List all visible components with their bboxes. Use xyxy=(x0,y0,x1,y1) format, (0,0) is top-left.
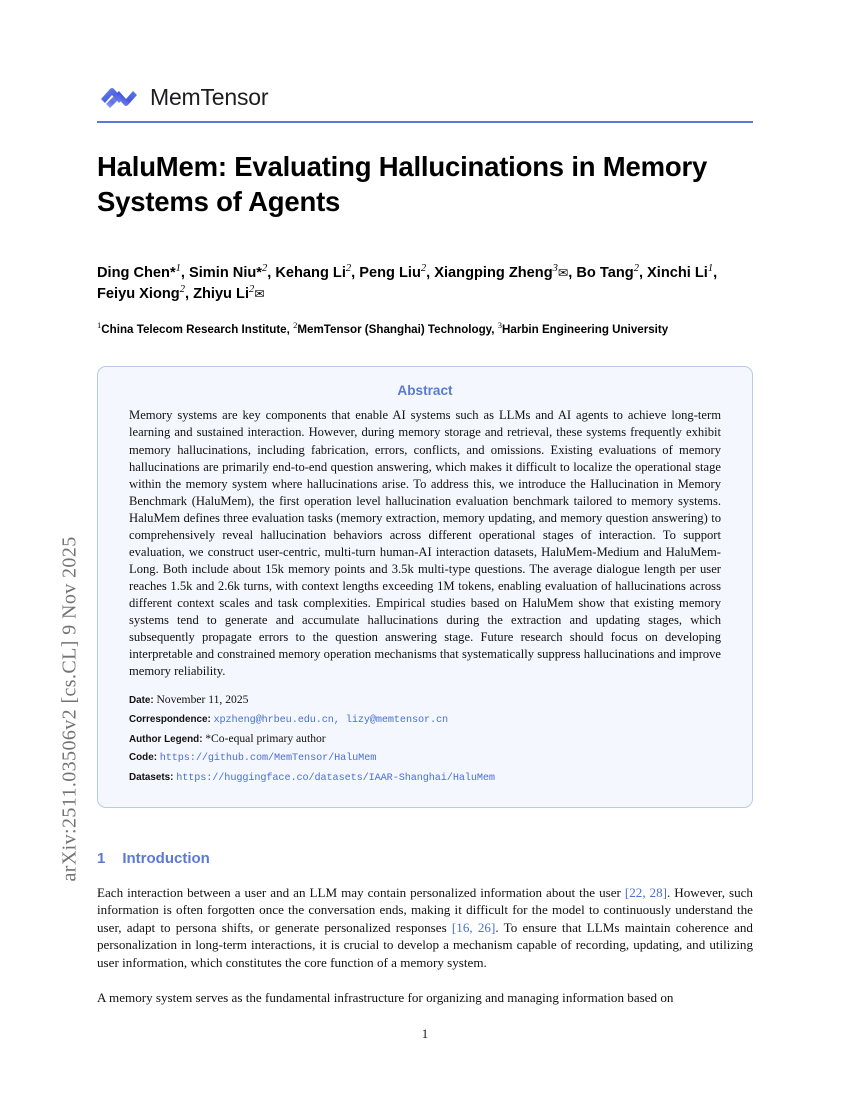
header-divider xyxy=(97,121,753,123)
intro-p1-text-c: . To ensure that LLMs maintain coherence and personalization in long-term interactions, it is crucial to develop a mechanism capable of recording, updating, and utilizing user information, which constitutes the core function of a memory system. xyxy=(97,919,753,970)
author-name: Xiangping Zheng xyxy=(434,264,553,281)
affiliation-name: China Telecom Research Institute, xyxy=(101,323,294,337)
author-separator: , xyxy=(426,264,435,281)
author-separator: , xyxy=(351,264,360,281)
metadata-list xyxy=(129,691,721,787)
section-title: Introduction xyxy=(122,849,210,867)
intro-p1-text-b: . However, such information is often forgotten once the conversation ends, making it difficult for the model to continuously understand the user, adapt to persona shifts, or generate personalized responses xyxy=(97,884,753,935)
affiliation-marker: 2 xyxy=(293,320,298,331)
author-affiliation-marker: 1 xyxy=(707,263,714,275)
author-separator: , xyxy=(267,264,276,281)
affiliation-marker: 1 xyxy=(97,320,102,331)
page-number: 1 xyxy=(421,1027,429,1041)
metadata-link[interactable]: https://huggingface.co/datasets/IAAR-Shanghai/HaluMem xyxy=(176,773,495,784)
metadata-row xyxy=(129,768,721,788)
author-separator: , xyxy=(568,264,577,281)
abstract-heading: Abstract xyxy=(397,383,453,399)
metadata-label: Author Legend: xyxy=(129,733,206,745)
intro-p1-text-a: Each interaction between a user and an LLM may contain personalized information about the user xyxy=(97,884,625,900)
metadata-row xyxy=(129,691,721,710)
envelope-icon[interactable]: ✉ xyxy=(557,265,569,280)
affiliation-marker: 3 xyxy=(497,320,502,331)
intro-paragraph-1 xyxy=(97,884,753,972)
author-name: Kehang Li xyxy=(275,264,346,281)
metadata-label: Correspondence: xyxy=(129,714,214,726)
memtensor-chevron-logo-icon xyxy=(97,82,141,112)
intro-paragraph-2: A memory system serves as the fundamental infrastructure for organizing and managing information based on xyxy=(97,989,674,1005)
metadata-link[interactable]: https://github.com/MemTensor/HaluMem xyxy=(159,753,377,765)
metadata-label: Datasets: xyxy=(129,772,177,783)
author-affiliation-marker: 2 xyxy=(249,284,255,296)
envelope-icon[interactable]: ✉ xyxy=(254,287,265,302)
affiliation-name: Harbin Engineering University xyxy=(502,323,669,337)
metadata-row xyxy=(129,748,721,768)
author-affiliation-marker: 2 xyxy=(262,263,268,275)
author-separator: , xyxy=(180,264,190,281)
metadata-row xyxy=(129,730,721,749)
author-separator: , xyxy=(638,264,648,281)
arxiv-stamp xyxy=(0,0,80,1100)
author-separator: , xyxy=(713,264,718,281)
author-affiliation-marker: 2 xyxy=(345,263,352,275)
author-name: Bo Tang xyxy=(576,264,634,281)
metadata-link[interactable]: xpzheng@hrbeu.edu.cn, lizy@memtensor.cn xyxy=(213,715,449,727)
author-affiliation-marker: 2 xyxy=(633,263,639,275)
section-heading-introduction xyxy=(97,850,753,867)
citation-ref-22-28[interactable]: [22, 28] xyxy=(624,884,668,900)
metadata-value: *Co-equal primary author xyxy=(205,731,326,745)
metadata-row xyxy=(129,710,721,730)
arxiv-identifier: arXiv:2511.03506v2 [cs.CL] 9 Nov 2025 xyxy=(58,536,81,882)
paper-page xyxy=(97,0,753,1100)
author-affiliation-marker: 1 xyxy=(175,263,181,275)
author-affiliation-marker: 3 xyxy=(552,263,558,275)
brand-header xyxy=(97,0,753,112)
citation-ref-16-26[interactable]: [16, 26] xyxy=(451,919,496,935)
abstract-box xyxy=(97,366,753,807)
page-title: HaluMem: Evaluating Hallucinations in Memory Systems of Agents xyxy=(97,150,708,217)
metadata-label: Date: xyxy=(129,695,157,707)
section-number: 1 xyxy=(97,849,106,867)
author-list xyxy=(97,263,753,305)
brand-name: MemTensor xyxy=(150,83,269,110)
abstract-text: Memory systems are key components that enable AI systems such as LLMs and AI agents to achieve long-term learning and sustained interaction. However, during memory storage and retrieval, these systems frequently exhibit memory hallucinations, including fabrication, errors, conflicts, and omissions. Existing evaluations of memory hallucinations are primarily end-to-end question answering, which makes it difficult to localize the operational stage within the memory system where hallucinations arise. To address this, we introduce the Hallucination in Memory Benchmark (HaluMem), the first operation level hallucination evaluation benchmark tailored to memory systems. HaluMem defines three evaluation tasks (memory extraction, memory updating, and memory question answering) to comprehensively reveal hallucination behaviors across different operational stages of interaction. To support evaluation, we construct user-centric, multi-turn human-AI interaction datasets, HaluMem-Medium and HaluMem-Long. Both include about 15k memory points and 3.5k multi-type questions. The average dialogue length per user reaches 1.5k and 2.6k turns, with context lengths exceeding 1M tokens, enabling evaluation of hallucinations across different context scales and task complexities. Empirical studies based on HaluMem show that existing memory systems tend to generate and accumulate hallucinations during the extraction and updating stages, which subsequently propagate errors to the question answering stage. Future research should focus on developing interpretable and constrained memory operation mechanisms that systematically suppress hallucinations and improve memory reliability. xyxy=(129,408,721,679)
author-affiliation-marker: 2 xyxy=(420,263,427,275)
author-name: Peng Liu xyxy=(359,264,421,281)
affiliation-name: MemTensor (Shanghai) Technology, xyxy=(297,323,498,337)
affiliation-list xyxy=(97,322,753,338)
author-affiliation-marker: 2 xyxy=(179,284,185,296)
author-name: Feiyu Xiong xyxy=(97,286,180,303)
author-name: Simin Niu* xyxy=(189,264,262,281)
author-name: Ding Chen* xyxy=(97,264,176,281)
author-separator: , xyxy=(184,286,194,303)
author-name: Zhiyu Li xyxy=(193,286,250,303)
metadata-label: Code: xyxy=(129,752,160,764)
metadata-value: November 11, 2025 xyxy=(156,693,249,707)
author-name: Xinchi Li xyxy=(647,264,708,281)
